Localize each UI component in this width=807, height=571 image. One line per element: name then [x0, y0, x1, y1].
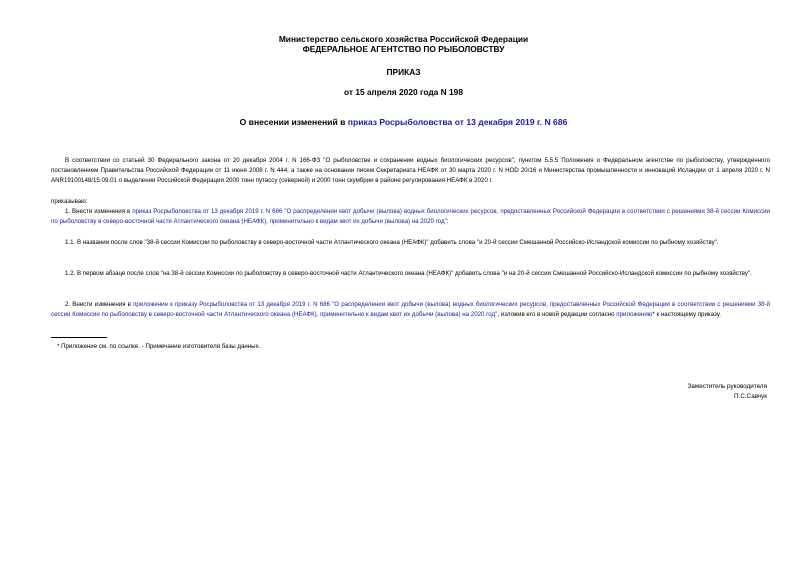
- item-1-1-text: 1.1. В названии после слов "38-й сессии Комиссии по рыболовству в северо-восточной части Атлантического океана (НЕАФК)" добавить слова "и 20-й сессии Смешанной Российско-Исландской комиссии по рыбному хозяйству".: [65, 239, 719, 246]
- agency-name: ФЕДЕРАЛЬНОЕ АГЕНТСТВО ПО РЫБОЛОВСТВУ: [302, 44, 505, 54]
- footnote-divider: [51, 337, 107, 338]
- item-1-1-paragraph: [51, 238, 770, 248]
- item-2-appendix-link-short[interactable]: приложению: [616, 311, 653, 318]
- item-1-2-text: 1.2. В первом абзаце после слов "на 38-й сессии Комиссии по рыболовству в северо-восточной части Атлантического океана (НЕАФК)" добавить слова "и на 20-й сессии Смешанной Российско-Исландской комиссии по рыбному хозяйству".: [65, 270, 752, 277]
- signatory-position: Заместитель руководителя: [687, 383, 767, 390]
- ministry-name: Министерство сельского хозяйства Российской Федерации: [278, 34, 529, 44]
- item-2-appendix-link[interactable]: приложение к приказу Росрыболовства от 13 декабря 2019 г. N 686 "О распределении квот добычи (вылова) водных биологических ресурсов, предоставленных Российской Федерации в соответствии с решениями 38-й сессии Комиссии по рыболовству в северо-восточной части Атлантического океана (НЕАФК), применительно к видам квот их добычи (вылова) на 2020 год": [51, 301, 770, 318]
- item-1-prefix: 1. Внести изменения в: [65, 208, 133, 215]
- item-1-2-paragraph: [51, 269, 770, 279]
- order-word: приказываю:: [51, 198, 88, 205]
- signatory-name: П.С.Савчук: [734, 393, 767, 400]
- footnote-text: * Приложение см. по ссылке. - Примечание изготовителя базы данных.: [57, 343, 261, 350]
- item-2-suffix: * к настоящему приказу.: [652, 311, 721, 318]
- document-type: ПРИКАЗ: [386, 67, 421, 77]
- item-1-paragraph: [51, 207, 770, 227]
- preamble-text: В соответствии со статьей 30 Федерального закона от 20 декабря 2004 г. N 166-ФЗ "О рыболовстве и сохранении водных биологических ресурсов", пунктом 5.5.5 Положения о Федеральном агентстве по рыболовству, утвержденного постановлением Правительства Российской Федерации от 11 июня 2008 г. N 444, а также на основании писем Секретариата НЕАФК от 30 марта 2020 г. N HOD 20/16 и Министерства промышленности и инноваций Исландии от 1 апреля 2020 г. N ANR19100148/15.09.01 о выделении Российской Федерации 2000 тонн путассу (северной) и 2000 тонн скумбрии в районе регулирования НЕАФК в 2020 г.: [51, 157, 770, 184]
- item-2-prefix: 2. Внести изменения в: [65, 301, 134, 308]
- item-1-suffix: :: [446, 218, 449, 225]
- title-order-link[interactable]: приказ Росрыболовства от 13 декабря 2019 г. N 686: [347, 117, 568, 127]
- document-title: [0, 117, 807, 127]
- title-prefix: О внесении изменений в: [239, 117, 348, 127]
- document-date-number: от 15 апреля 2020 года N 198: [344, 87, 463, 97]
- item-1-order-link[interactable]: приказ Росрыболовства от 13 декабря 2019 г. N 686 "О распределении квот добычи (вылова) водных биологических ресурсов, предоставленных Российской Федерации в соответствии с решениями 38-й сессии Комиссии по рыболовству в северо-восточной части Атлантического океана (НЕАФК), применительно к видам квот их добычи (вылова) на 2020 год": [51, 208, 770, 225]
- footnote: [51, 342, 260, 352]
- item-2-paragraph: [51, 300, 770, 320]
- item-2-mid: , изложив его в новой редакции согласно: [497, 311, 617, 318]
- preamble-paragraph: [51, 156, 770, 186]
